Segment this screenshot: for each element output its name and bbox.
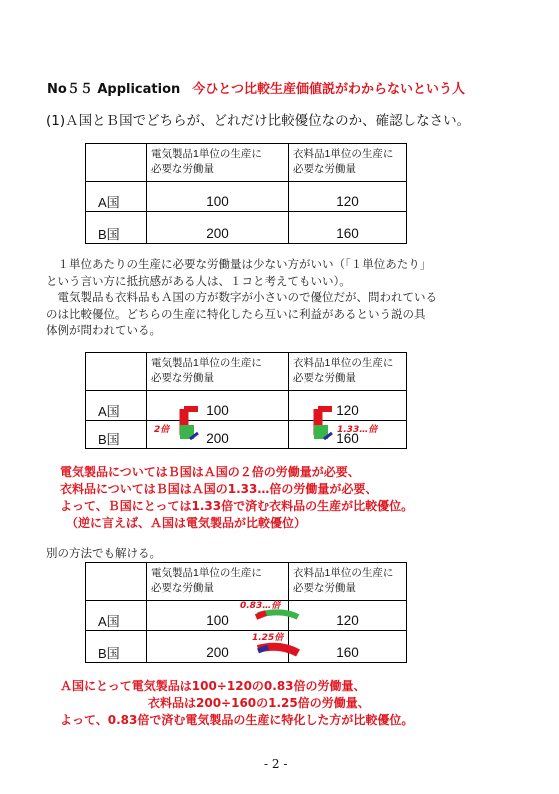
header-clothing: 衣料品1単位の生産に 必要な労働量 (289, 144, 407, 182)
labor-table-1 (85, 143, 407, 244)
arrow-icon (176, 405, 206, 445)
ratio-note-top: 0.83…倍 (240, 601, 281, 611)
cell-b-clothing: 160 (289, 212, 407, 244)
cell-a-clothing: 120 (289, 182, 407, 212)
row-label-b: B国 (86, 212, 147, 244)
labor-table-2: 電気製品1単位の生産に 必要な労働量 衣料品1単位の生産に 必要な労働量 A国 100 120 B国 200 160 (85, 352, 407, 449)
page-subtitle: 今ひとつ比較生産価値説がわからないという人 (192, 82, 466, 97)
ratio-note-bottom: 1.25倍 (252, 633, 284, 643)
page-number: - 2 - (264, 757, 288, 771)
question-text: (1)Ａ国とＢ国でどちらが、どれだけ比較優位なのか、確認しなさい。 (46, 113, 471, 129)
ratio-note-clothing: 1.33…倍 (337, 425, 378, 435)
ratio-note-electric: 2倍 (154, 425, 170, 435)
cell-a-electric: 100 (147, 182, 289, 212)
labor-table-3: 電気製品1単位の生産に 必要な労働量 衣料品1単位の生産に 必要な労働量 A国 100 120 B国 200 160 (85, 562, 407, 663)
red-explanation-1: 電気製品についてはＢ国はＡ国の２倍の労働量が必要、 衣料品についてはＢ国はＡ国の1.33…倍の労働量が必要、 よって、Ｂ国にとっては1.33倍で済む衣料品の生産が比較優位。 （逆に言えば、Ａ国は電気製品が比較優位） (60, 465, 414, 530)
explanation: １単位あたりの生産に必要な労働量は少ない方がいい（「１単位あたり」 という言い方に抵抗感がある人は、１コと考えてもいい）。 電気製品も衣料品もＡ国の方が数字が小さいので優位だが、問われている のは比較優位。どちらの生産に特化したら互いに利益があるという説の具 体例が問われている。 (46, 257, 437, 337)
arrow-icon (310, 405, 340, 445)
page-title: No５５ Application 今ひとつ比較生産価値説がわからないという人 (47, 82, 466, 97)
cell-b-electric: 200 (147, 212, 289, 244)
red-explanation-2: Ａ国にとって電気製品は100÷120の0.83倍の労働量、 衣料品は200÷160の1.25倍の労働量、 よって、0.83倍で済む電気製品の生産に特化した方が比較優位。 (60, 679, 414, 727)
row-label-a: A国 (86, 182, 147, 212)
header-electric: 電気製品1単位の生産に 必要な労働量 (147, 144, 289, 182)
alt-method-text: 別の方法でも解ける。 (46, 546, 161, 560)
